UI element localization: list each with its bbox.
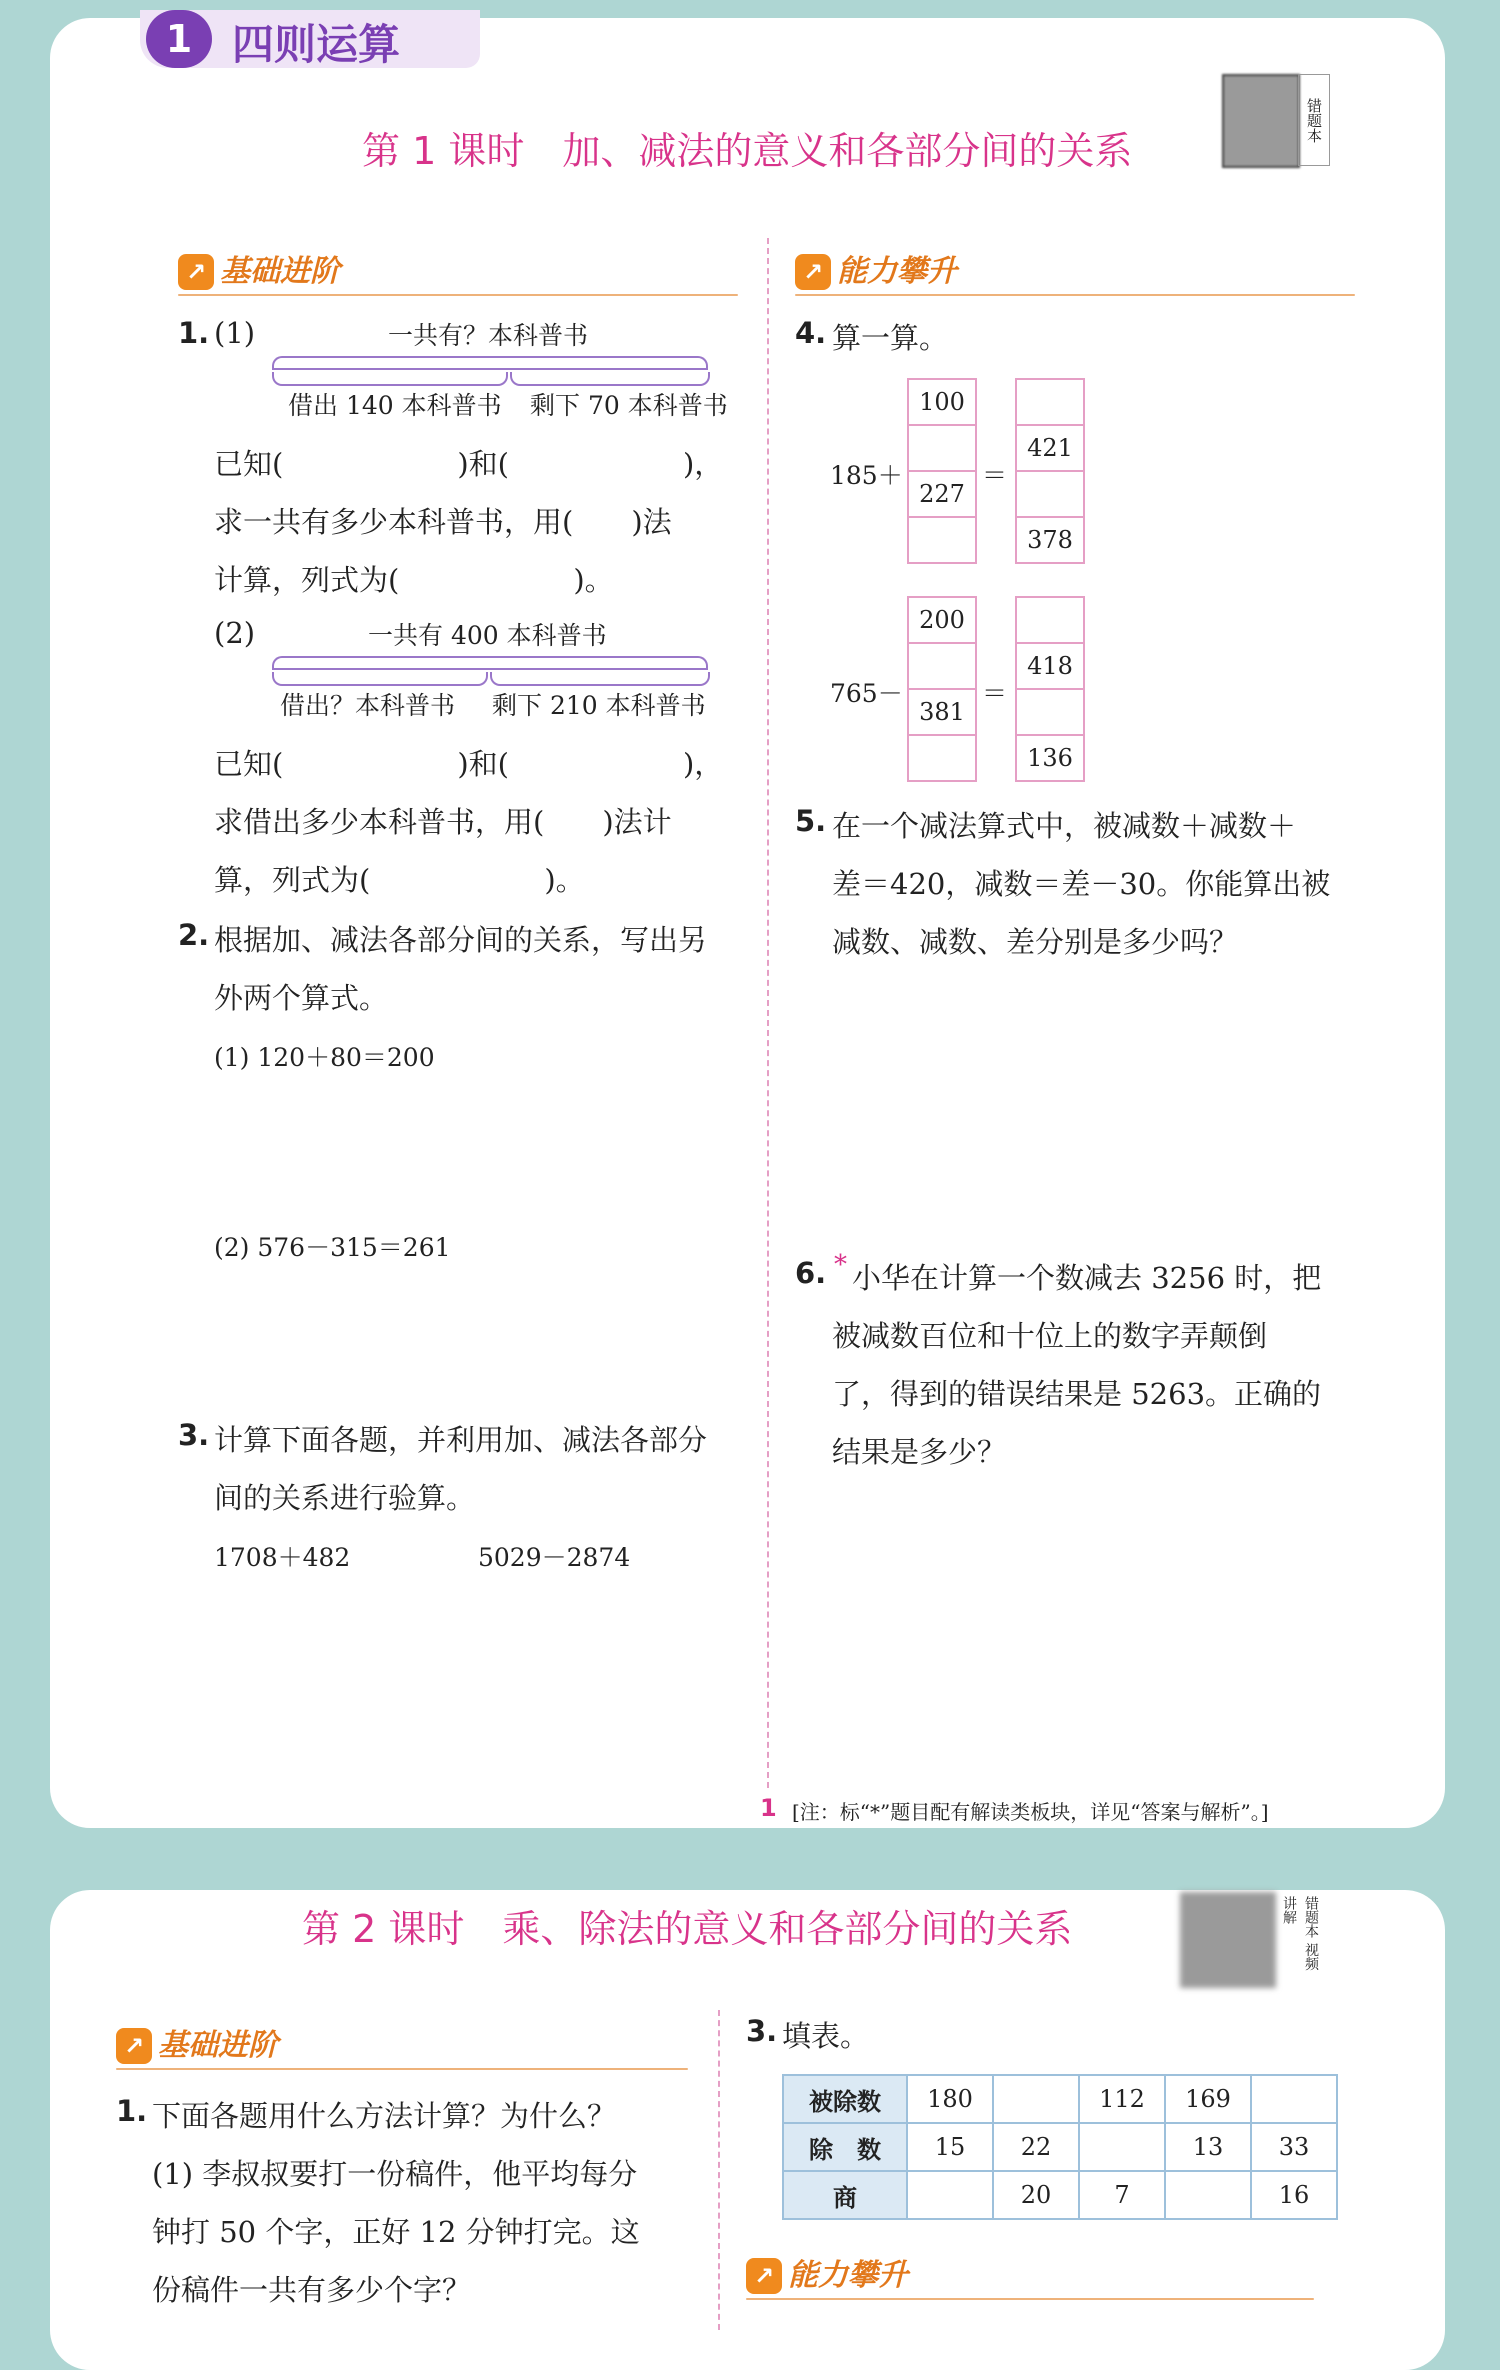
unit-title: 四则运算 [232,20,401,69]
grid-cell: 227 [909,472,975,518]
advanced-section-header [795,246,957,290]
q1-part2-total: 一共有 400 本科普书 [368,621,607,650]
basic-section-header [178,246,340,290]
q1-part2-left-brace [272,672,488,686]
q1-part1-line1: 已知( )和( )， [214,447,724,481]
runner-icon: ↗ [116,2028,152,2064]
q1-part2-right-brace [490,672,710,686]
q4-grid-2-left [907,596,977,782]
table-cell: 16 [1251,2171,1337,2219]
q3-line2: 间的关系进行验算。 [214,1481,476,1515]
grid-cell [1017,472,1083,518]
table-cell [1079,2123,1165,2171]
q1-part1-line3: 计算，列式为( )。 [214,563,614,597]
table-cell: 7 [1079,2171,1165,2219]
l2-q3-text: 填表。 [782,2019,870,2053]
row-header: 除 数 [783,2123,907,2171]
runner-icon: ↗ [746,2258,782,2294]
q4-text: 算一算。 [832,321,949,355]
table-row [783,2123,1337,2171]
unit-number-badge: 1 [146,10,212,68]
grid-cell: 136 [1027,744,1073,772]
grid-cell: 421 [1017,426,1083,472]
l2-q1-line2: (1) 李叔叔要打一份稿件，他平均每分 [152,2157,638,2191]
q3-number: 3. [178,1418,210,1452]
q1-part1-label: (1) [214,316,256,350]
footnote: [注：标“*”题目配有解读类板块，详见“答案与解析”。] [792,1800,1269,1824]
table-cell: 33 [1251,2123,1337,2171]
q1-number: 1. [178,316,210,350]
grid-cell [1017,380,1083,426]
division-table [782,2074,1338,2220]
grid-cell [1017,690,1083,736]
runner-icon: ↗ [178,254,214,290]
q6-number: 6. [795,1256,827,1290]
table-cell: 180 [907,2075,993,2123]
lesson1-title: 第 1 课时 加、减法的意义和各部分间的关系 [362,129,1133,173]
q1-part2-line3: 算，列式为( )。 [214,863,585,897]
grid-cell: 418 [1017,644,1083,690]
page-number: 1 [760,1794,777,1822]
q1-part2-label: (2) [214,616,256,650]
mistake-book-tag: 错题本 [1298,74,1330,166]
table-cell: 169 [1165,2075,1251,2123]
q5-line2: 差＝420，减数＝差－30。你能算出被 [832,867,1331,901]
q1-part2-line2: 求借出多少本科普书，用( )法计 [214,805,672,839]
table-cell [1251,2075,1337,2123]
q4-equals-2: ＝ [982,679,1008,708]
grid-cell: 100 [909,380,975,426]
q1-part2-borrowed: 借出？本科普书 [280,691,456,720]
l2-q1-line3: 钟打 50 个字，正好 12 分钟打完。这 [152,2215,640,2249]
q4-equals-1: ＝ [982,461,1008,490]
qr-code-image [1180,1892,1276,1988]
q2-line2: 外两个算式。 [214,981,389,1015]
grid-cell: 381 [909,690,975,736]
basic-section-label: 基础进阶 [220,254,340,289]
q6-line4: 结果是多少？ [832,1435,1007,1469]
q6-line3: 了，得到的错误结果是 5263。正确的 [832,1377,1322,1411]
q6-line2: 被减数百位和十位上的数字弄颠倒 [832,1319,1268,1353]
l2-q1-line1: 下面各题用什么方法计算？为什么？ [152,2099,617,2133]
q4-number: 4. [795,316,827,350]
lesson2-title: 第 2 课时 乘、除法的意义和各部分间的关系 [302,1907,1073,1951]
q3-expression-2: 5029－2874 [478,1543,631,1572]
table-row [783,2075,1337,2123]
q1-part2-bar [272,668,706,670]
q6-star-icon: * [834,1250,847,1280]
l2-q1-line4: 份稿件一共有多少个字？ [152,2273,472,2307]
row-header: 商 [783,2171,907,2219]
advanced-section-header [746,2250,908,2294]
table-cell [1165,2171,1251,2219]
grid-cell [909,644,975,690]
q2-line1: 根据加、减法各部分间的关系，写出另 [214,923,708,957]
q1-part1-remaining: 剩下 70 本科普书 [530,391,728,420]
table-cell: 13 [1165,2123,1251,2171]
q2-equation-b: (2) 576－315＝261 [214,1233,451,1262]
q6-line1: 小华在计算一个数减去 3256 时，把 [852,1261,1322,1295]
qr-code-image [1222,74,1300,168]
q1-part2-line1: 已知( )和( )， [214,747,724,781]
q1-part1-left-brace [272,372,508,386]
basic-section-header [116,2020,278,2064]
advanced-section-label: 能力攀升 [788,2258,908,2293]
q1-part1-total: 一共有？本科普书 [388,321,589,350]
q3-expression-1: 1708＋482 [214,1543,351,1572]
table-cell: 15 [907,2123,993,2171]
q1-part1-borrowed: 借出 140 本科普书 [288,391,502,420]
video-tag: 错题本 视频讲解 [1281,1896,1319,1971]
q3-line1: 计算下面各题，并利用加、减法各部分 [214,1423,708,1457]
column-divider [718,2010,720,2330]
l2-q1-number: 1. [116,2094,148,2128]
q1-part1-bar [272,368,706,370]
q4-grid-1-left [907,378,977,564]
grid-cell [909,736,975,780]
table-row [783,2171,1337,2219]
q4-grid-1-right [1015,378,1085,564]
l2-q3-number: 3. [746,2014,778,2048]
table-cell: 22 [993,2123,1079,2171]
grid-cell: 378 [1027,526,1073,554]
row-header: 被除数 [783,2075,907,2123]
grid-cell: 200 [909,598,975,644]
table-cell [907,2171,993,2219]
table-cell: 20 [993,2171,1079,2219]
column-divider [767,238,769,1788]
q5-number: 5. [795,804,827,838]
q2-equation-a: (1) 120＋80＝200 [214,1043,435,1072]
q1-part2-remaining: 剩下 210 本科普书 [492,691,706,720]
q4-operand-1: 185＋ [830,461,903,490]
grid-cell [1017,598,1083,644]
q5-line1: 在一个减法算式中，被减数＋减数＋ [832,809,1297,843]
table-cell [993,2075,1079,2123]
q1-part1-line2: 求一共有多少本科普书，用( )法 [214,505,672,539]
q4-grid-2-right [1015,596,1085,782]
q2-number: 2. [178,918,210,952]
table-cell: 112 [1079,2075,1165,2123]
q1-part1-right-brace [510,372,710,386]
q4-operand-2: 765－ [830,679,903,708]
runner-icon: ↗ [795,254,831,290]
grid-cell [909,426,975,472]
q5-line3: 减数、减数、差分别是多少吗？ [832,925,1239,959]
grid-cell [909,518,975,562]
advanced-section-label: 能力攀升 [837,254,957,289]
basic-section-label: 基础进阶 [158,2028,278,2063]
